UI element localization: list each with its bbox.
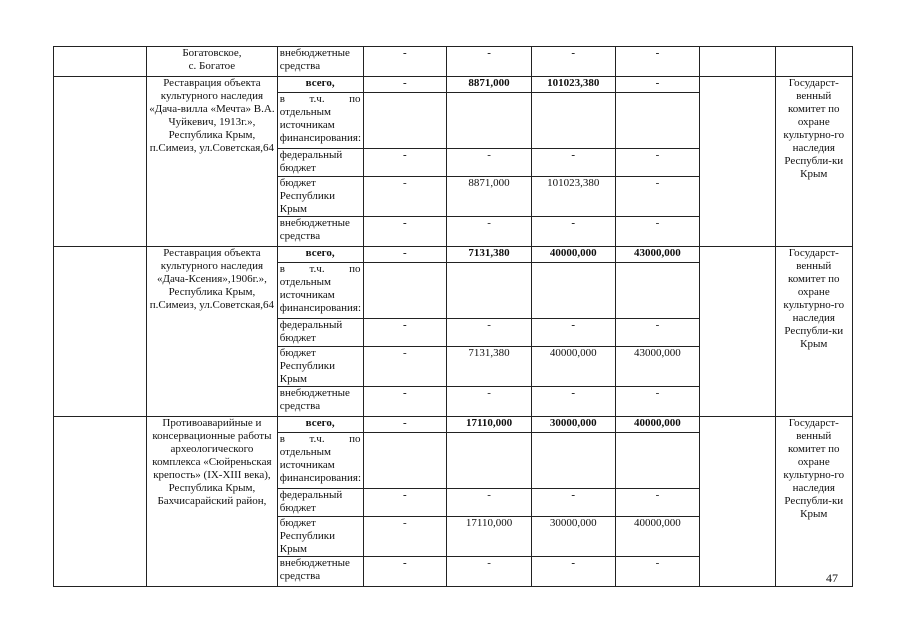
value-cell: - — [363, 347, 447, 387]
value-cell: - — [531, 387, 615, 417]
value-cell: - — [363, 149, 447, 177]
funding-source-cell: в т.ч. по отдельным источникам финансирования: — [277, 263, 363, 319]
value-cell: 17110,000 — [447, 417, 532, 433]
value-cell: - — [531, 149, 615, 177]
funding-source-cell: федеральный бюджет — [277, 149, 363, 177]
value-cell: 101023,380 — [531, 177, 615, 217]
value-cell — [447, 93, 532, 149]
value-cell: - — [447, 217, 532, 247]
empty-cell — [700, 417, 775, 587]
value-cell: - — [615, 217, 700, 247]
value-cell: - — [531, 217, 615, 247]
value-cell: - — [447, 557, 532, 587]
page-number: 47 — [826, 571, 838, 585]
funding-total-label: всего, — [277, 247, 363, 263]
object-name-cell: Реставрация объекта культурного наследия «Дача-Ксения»,1906г.», Республика Крым, п.Симеиз, ул.Советская,64 — [147, 247, 278, 417]
value-cell: - — [363, 557, 447, 587]
funding-total-label: всего, — [277, 417, 363, 433]
funding-source-cell: в т.ч. по отдельным источникам финансирования: — [277, 433, 363, 489]
empty-cell — [700, 47, 775, 77]
value-cell: 43000,000 — [615, 247, 700, 263]
value-cell — [363, 263, 447, 319]
value-cell — [615, 93, 700, 149]
table-row — [54, 247, 853, 263]
value-cell — [615, 433, 700, 489]
table-row — [54, 47, 853, 77]
value-cell: - — [447, 387, 532, 417]
value-cell: - — [531, 319, 615, 347]
value-cell — [363, 93, 447, 149]
object-name-cell: Реставрация объекта культурного наследия «Дача-вилла «Мечта» В.А. Чуйкевич, 1913г.», Республика Крым, п.Симеиз, ул.Советская,64 — [147, 77, 278, 247]
value-cell: - — [531, 489, 615, 517]
value-cell: - — [363, 47, 447, 77]
program-cell — [54, 77, 147, 247]
value-cell: - — [615, 557, 700, 587]
table-row — [54, 417, 853, 433]
value-cell: 40000,000 — [615, 417, 700, 433]
program-cell — [54, 417, 147, 587]
funding-source-cell: бюджет Республики Крым — [277, 347, 363, 387]
program-cell — [54, 47, 147, 77]
value-cell: 40000,000 — [531, 247, 615, 263]
value-cell: 8871,000 — [447, 77, 532, 93]
value-cell: - — [447, 149, 532, 177]
value-cell: 8871,000 — [447, 177, 532, 217]
table-body — [54, 47, 853, 587]
funding-source-cell: внебюджетные средства — [277, 557, 363, 587]
funding-source-cell: федеральный бюджет — [277, 489, 363, 517]
value-cell: - — [615, 177, 700, 217]
value-cell: - — [531, 557, 615, 587]
value-cell: 40000,000 — [531, 347, 615, 387]
executor-cell: Государст-венный комитет по охране культурно-го наследия Республи-ки Крым — [775, 247, 852, 417]
funding-source-cell: внебюджетные средства — [277, 217, 363, 247]
value-cell: - — [363, 417, 447, 433]
value-cell — [615, 263, 700, 319]
funding-total-label: всего, — [277, 77, 363, 93]
value-cell: - — [615, 319, 700, 347]
value-cell: - — [531, 47, 615, 77]
empty-cell — [700, 247, 775, 417]
value-cell: 30000,000 — [531, 517, 615, 557]
value-cell: - — [615, 149, 700, 177]
value-cell — [531, 263, 615, 319]
empty-cell — [700, 77, 775, 247]
value-cell: - — [615, 77, 700, 93]
executor-cell: Государст-венный комитет по охране культурно-го наследия Республи-ки Крым — [775, 417, 852, 587]
object-name-cell — [147, 47, 278, 77]
value-cell: 40000,000 — [615, 517, 700, 557]
value-cell: 17110,000 — [447, 517, 532, 557]
object-name-line: с. Богатое — [188, 60, 236, 72]
value-cell: - — [363, 217, 447, 247]
value-cell: 101023,380 — [531, 77, 615, 93]
value-cell: - — [615, 489, 700, 517]
value-cell: - — [363, 489, 447, 517]
value-cell: - — [615, 387, 700, 417]
value-cell: - — [447, 319, 532, 347]
value-cell — [531, 433, 615, 489]
value-cell: 30000,000 — [531, 417, 615, 433]
value-cell: - — [363, 247, 447, 263]
funding-source-cell: бюджет Республики Крым — [277, 517, 363, 557]
object-name-line: Богатовское, — [182, 47, 242, 59]
funding-source-cell: бюджет Республики Крым — [277, 177, 363, 217]
value-cell: - — [363, 177, 447, 217]
value-cell: 7131,380 — [447, 347, 532, 387]
value-cell — [447, 263, 532, 319]
funding-source-cell: внебюджетные средства — [277, 47, 363, 77]
funding-source-cell: внебюджетные средства — [277, 387, 363, 417]
value-cell: 7131,380 — [447, 247, 532, 263]
value-cell — [363, 433, 447, 489]
budget-table — [53, 46, 853, 587]
funding-source-cell: федеральный бюджет — [277, 319, 363, 347]
object-name-cell: Противоаварийные и консервационные работы археологического комплекса «Сюйреньская крепость» (IX-XIII века), Республика Крым, Бахчисарайский район, — [147, 417, 278, 587]
value-cell — [447, 433, 532, 489]
value-cell: - — [615, 47, 700, 77]
executor-cell — [775, 47, 852, 77]
value-cell: - — [363, 77, 447, 93]
funding-source-cell: в т.ч. по отдельным источникам финансирования: — [277, 93, 363, 149]
program-cell — [54, 247, 147, 417]
value-cell — [531, 93, 615, 149]
table-row — [54, 77, 853, 93]
executor-cell: Государст-венный комитет по охране культурно-го наследия Республи-ки Крым — [775, 77, 852, 247]
value-cell: - — [447, 47, 532, 77]
value-cell: 43000,000 — [615, 347, 700, 387]
value-cell: - — [363, 517, 447, 557]
value-cell: - — [447, 489, 532, 517]
value-cell: - — [363, 387, 447, 417]
value-cell: - — [363, 319, 447, 347]
